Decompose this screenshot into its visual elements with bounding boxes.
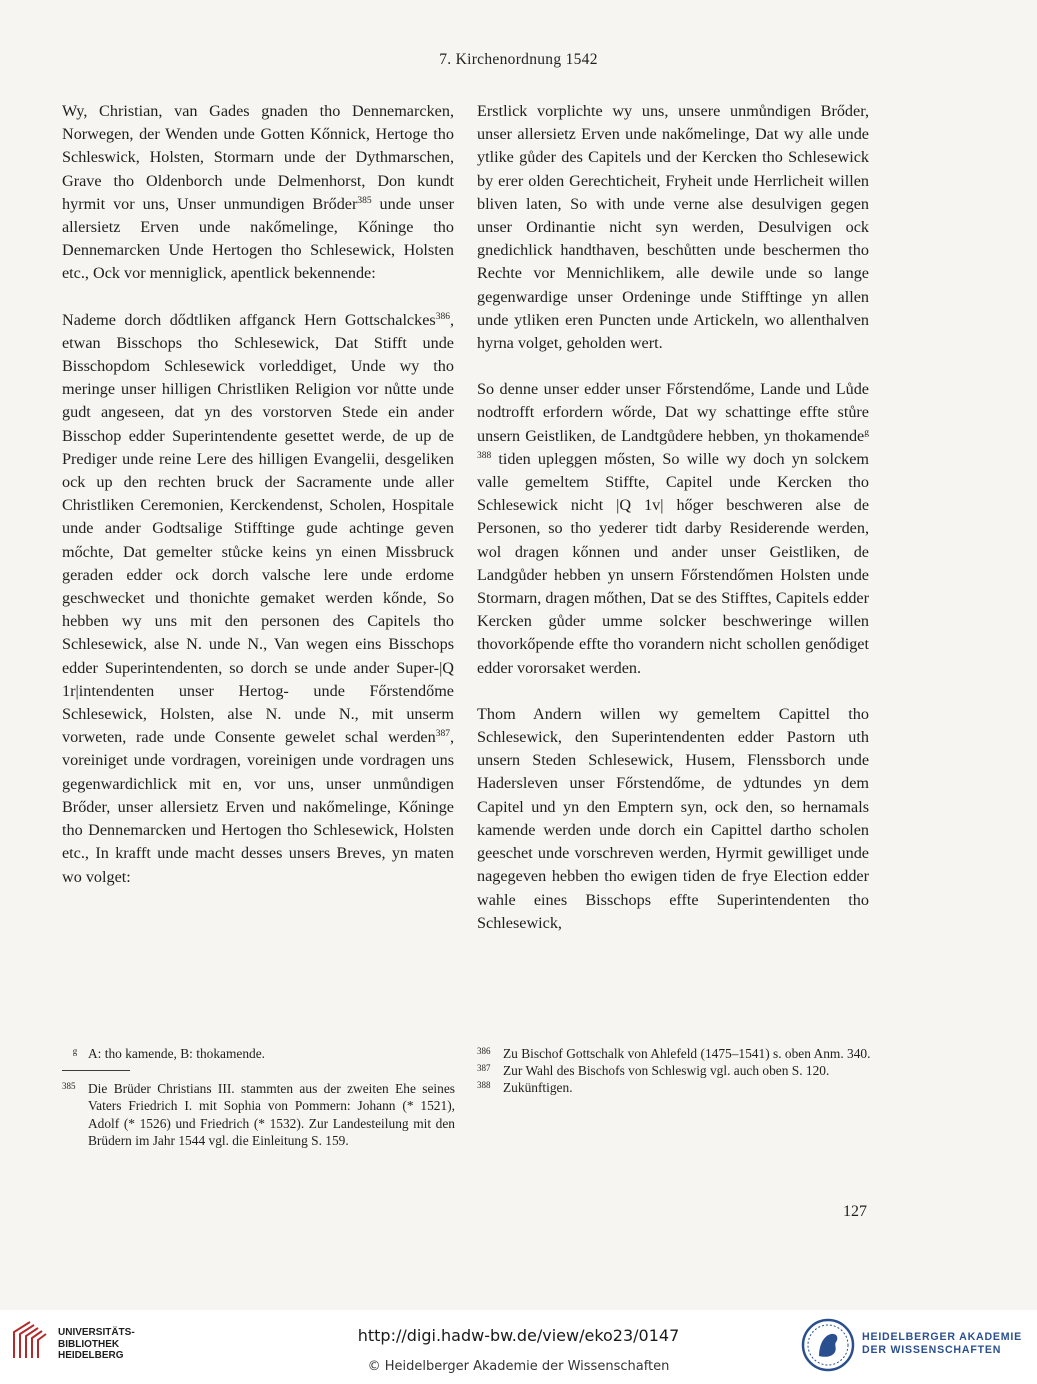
- page-number: 127: [843, 1203, 867, 1220]
- running-title: 7. Kirchenordnung 1542: [439, 51, 598, 68]
- academy-seal-icon[interactable]: [801, 1318, 855, 1372]
- permalink-url[interactable]: http://digi.hadw-bw.de/view/eko23/0147: [357, 1326, 680, 1345]
- footnote-ref-386[interactable]: 386: [435, 311, 450, 322]
- university-library-name[interactable]: UNIVERSITÄTS- BIBLIOTHEK HEIDELBERG: [58, 1327, 135, 1361]
- footnote-mark: 386: [477, 1046, 491, 1056]
- footnote-divider: [62, 1070, 130, 1071]
- footnote-385: [62, 1080, 455, 1149]
- footnote-text: A: tho kamende, B: thokamende.: [88, 1046, 266, 1061]
- footnote-388: [477, 1079, 872, 1096]
- footnote-mark: g: [72, 1046, 78, 1056]
- footnote-ref-g-388[interactable]: g 388: [477, 427, 869, 461]
- footnotes-left: [62, 1045, 455, 1149]
- footnote-ref-387[interactable]: 387: [435, 729, 450, 740]
- left-text-column: [62, 100, 454, 889]
- footnote-mark: 387: [477, 1063, 491, 1074]
- footnote-g: [62, 1045, 455, 1062]
- footnotes-right: [477, 1045, 872, 1097]
- academy-name[interactable]: HEIDELBERGER AKADEMIE DER WISSENSCHAFTEN: [862, 1331, 1023, 1356]
- footnote-text: Zukünftigen.: [503, 1080, 573, 1096]
- footnote-mark: 388: [477, 1080, 491, 1091]
- footnote-text: Zu Bischof Gottschalk von Ahlefeld (1475–1541) s. oben Anm. 340.: [503, 1046, 871, 1061]
- footnote-text: Zur Wahl des Bischofs von Schleswig vgl. auch oben S. 120.: [503, 1063, 830, 1079]
- footnote-386: [477, 1045, 872, 1062]
- right-text-column: [477, 100, 869, 935]
- paragraph-thom-andern: Thom Andern willen wy gemeltem Capittel tho Schlesewick, den Superintendenten edder Pastorn uth unsern Steden Schlesewick, Husem, Flenssborch unde Hadersleven unser Főrstendőme, de ydtundes yn dem Capitel und yn den Emptern syn, ock den, so hernamals kamende werden unde dorch ein Capittel dartho scholen geeschet unde vorschreven werden, Hyrmit gewilliget unde nagegeven hebben tho ewigen tiden de frye Election edder wahle eines Bisschops effte Superintendenten tho Schlesewick,: [477, 704, 869, 932]
- paragraph-so-denne: So denne unser edder unser Főrstendőme, Lande und Lůde nodtrofft erfordern wőrde, Dat wy schattinge effte stůre unsern Geistliken, de Landtgůdere hebben, yn thokamende$^{g 388}$ tiden upleggen mősten, So wille wy doch yn solckem valle gemeltem Stiffte, Capitel unde Kercken tho Schlesewick nicht |Q 1v| hőger beschweren alse de Personen, so tho yederer tidt darby Residerende werden, wol dragen kőnnen und ander unser Geistliken, de Landgůder hebben yn unsern Főrstendőmen Holsten unde Stormarn, dragen mőthen, Dat se des Stifftes, Capitels edder Kercken gůder umme solcker beschweringe willen thovorkőpende effte tho vorandern nicht schollen genődiget edder vororsaket werden.: [477, 380, 869, 677]
- paragraph-nademe: Nademe dorch dődtliken affganck Hern Gottschalckes$^{386}$, etwan Bisschops tho Schlesewick, Dat Stifft unde Bisschopdom Schlesewick vorleddiget, Unde wy tho meringe unser hilligen Christliken Religion vor nůtte unde gudt angeseen, dat yn des vorstorven Stede ein ander Bisschop edder Superintendente gesettet werde, de up de Prediger unde reine Lere des hilligen Evangelii, desgeliken ock up den rechten bruck der Sacramente unde aller Christliken Ceremonien, Kerckendenst, Scholen, Hospitale unde ander Godtsalige Stifftinge gude achtinge geven mőchte, Dat gemelter stůcke keins yn einen Missbruck geraden edder ock dorch valsche lere unde erdome geschwecket und thonichte gemaket werden kőnde, So hebben wy uns mit den personen des Capitels tho Schlesewick, alse N. unde N., Van wegen eins Bisschops edder Superintendenten, so dorch se unde ander Super-|Q 1r|intendenten unser Hertog- unde Főrstendőme Schlesewick, Holsten, alse N. unde N., mit unserm vorweten, rade unde Consente gewelet schal werden$^{387}$, voreiniget unde vordragen, voreinigen unde vordragen uns gegenwardichlick mit en, vor uns, unser unmůndigen Brőder, unser allersietz Erven und nakőmelinge, Kőninge tho Dennemarcken und Hertogen tho Schlesewick, Holsten etc., In krafft unde macht desses unsers Breves, yn maten wo volget:: [62, 310, 454, 886]
- footnote-mark: 385: [62, 1081, 76, 1092]
- paragraph-erstlick: Erstlick vorplichte wy uns, unsere unmůndigen Brőder, unser allersietz Erven unde nakőmelinge, Dat wy alle unde ytlike gůder des Capitels und der Kercken tho Schlesewick by erer olden Gerechticheit, Fryheit unde Herrlicheit willen bliven laten, So with unde verne alse desulvigen gegen unser Ordinantie nicht syn werden, Desulvigen ock gnedichlick handthaven, beschůtten unde beschermen tho Rechte vor Mennichlikem, alle dewile unde so lange gegenwardige unser Ordeninge unde Stifftinge yn allen unde ytliken eren Puncten unde Artickeln, wo allenthalven hyrna volget, geholden wert.: [477, 102, 869, 353]
- paragraph-preamble: Wy, Christian, van Gades gnaden tho Dennemarcken, Norwegen, der Wenden unde Gotten Kőnnick, Hertoge tho Schleswick, Holsten, Stormarn unde der Dythmarschen, Grave tho Oldenborch unde Delmenhorst, Don kundt hyrmit vor uns, Unser unmundigen Brőder$^{385}$ unde unser allersietz Erven unde nakőmelinge, Kőninge tho Dennemarcken Unde Hertogen tho Schlesewick, Holsten etc., Ock vor menniglick, apentlick bekennende:: [62, 102, 454, 283]
- footnote-387: [477, 1062, 872, 1079]
- footnote-ref-385[interactable]: 385: [357, 195, 372, 206]
- copyright-notice: © Heidelberger Akademie der Wissenschaften: [367, 1359, 670, 1374]
- footnote-text: Die Brüder Christians III. stammten aus der zweiten Ehe seines Vaters Friedrich I. mit Sophia von Pommern: Johann (* 1521), Adolf (* 1526) und Friedrich (* 1532). Zur Landesteilung mit den Brüdern im Jahr 1544 vgl. die Einleitung S. 159.: [88, 1081, 455, 1148]
